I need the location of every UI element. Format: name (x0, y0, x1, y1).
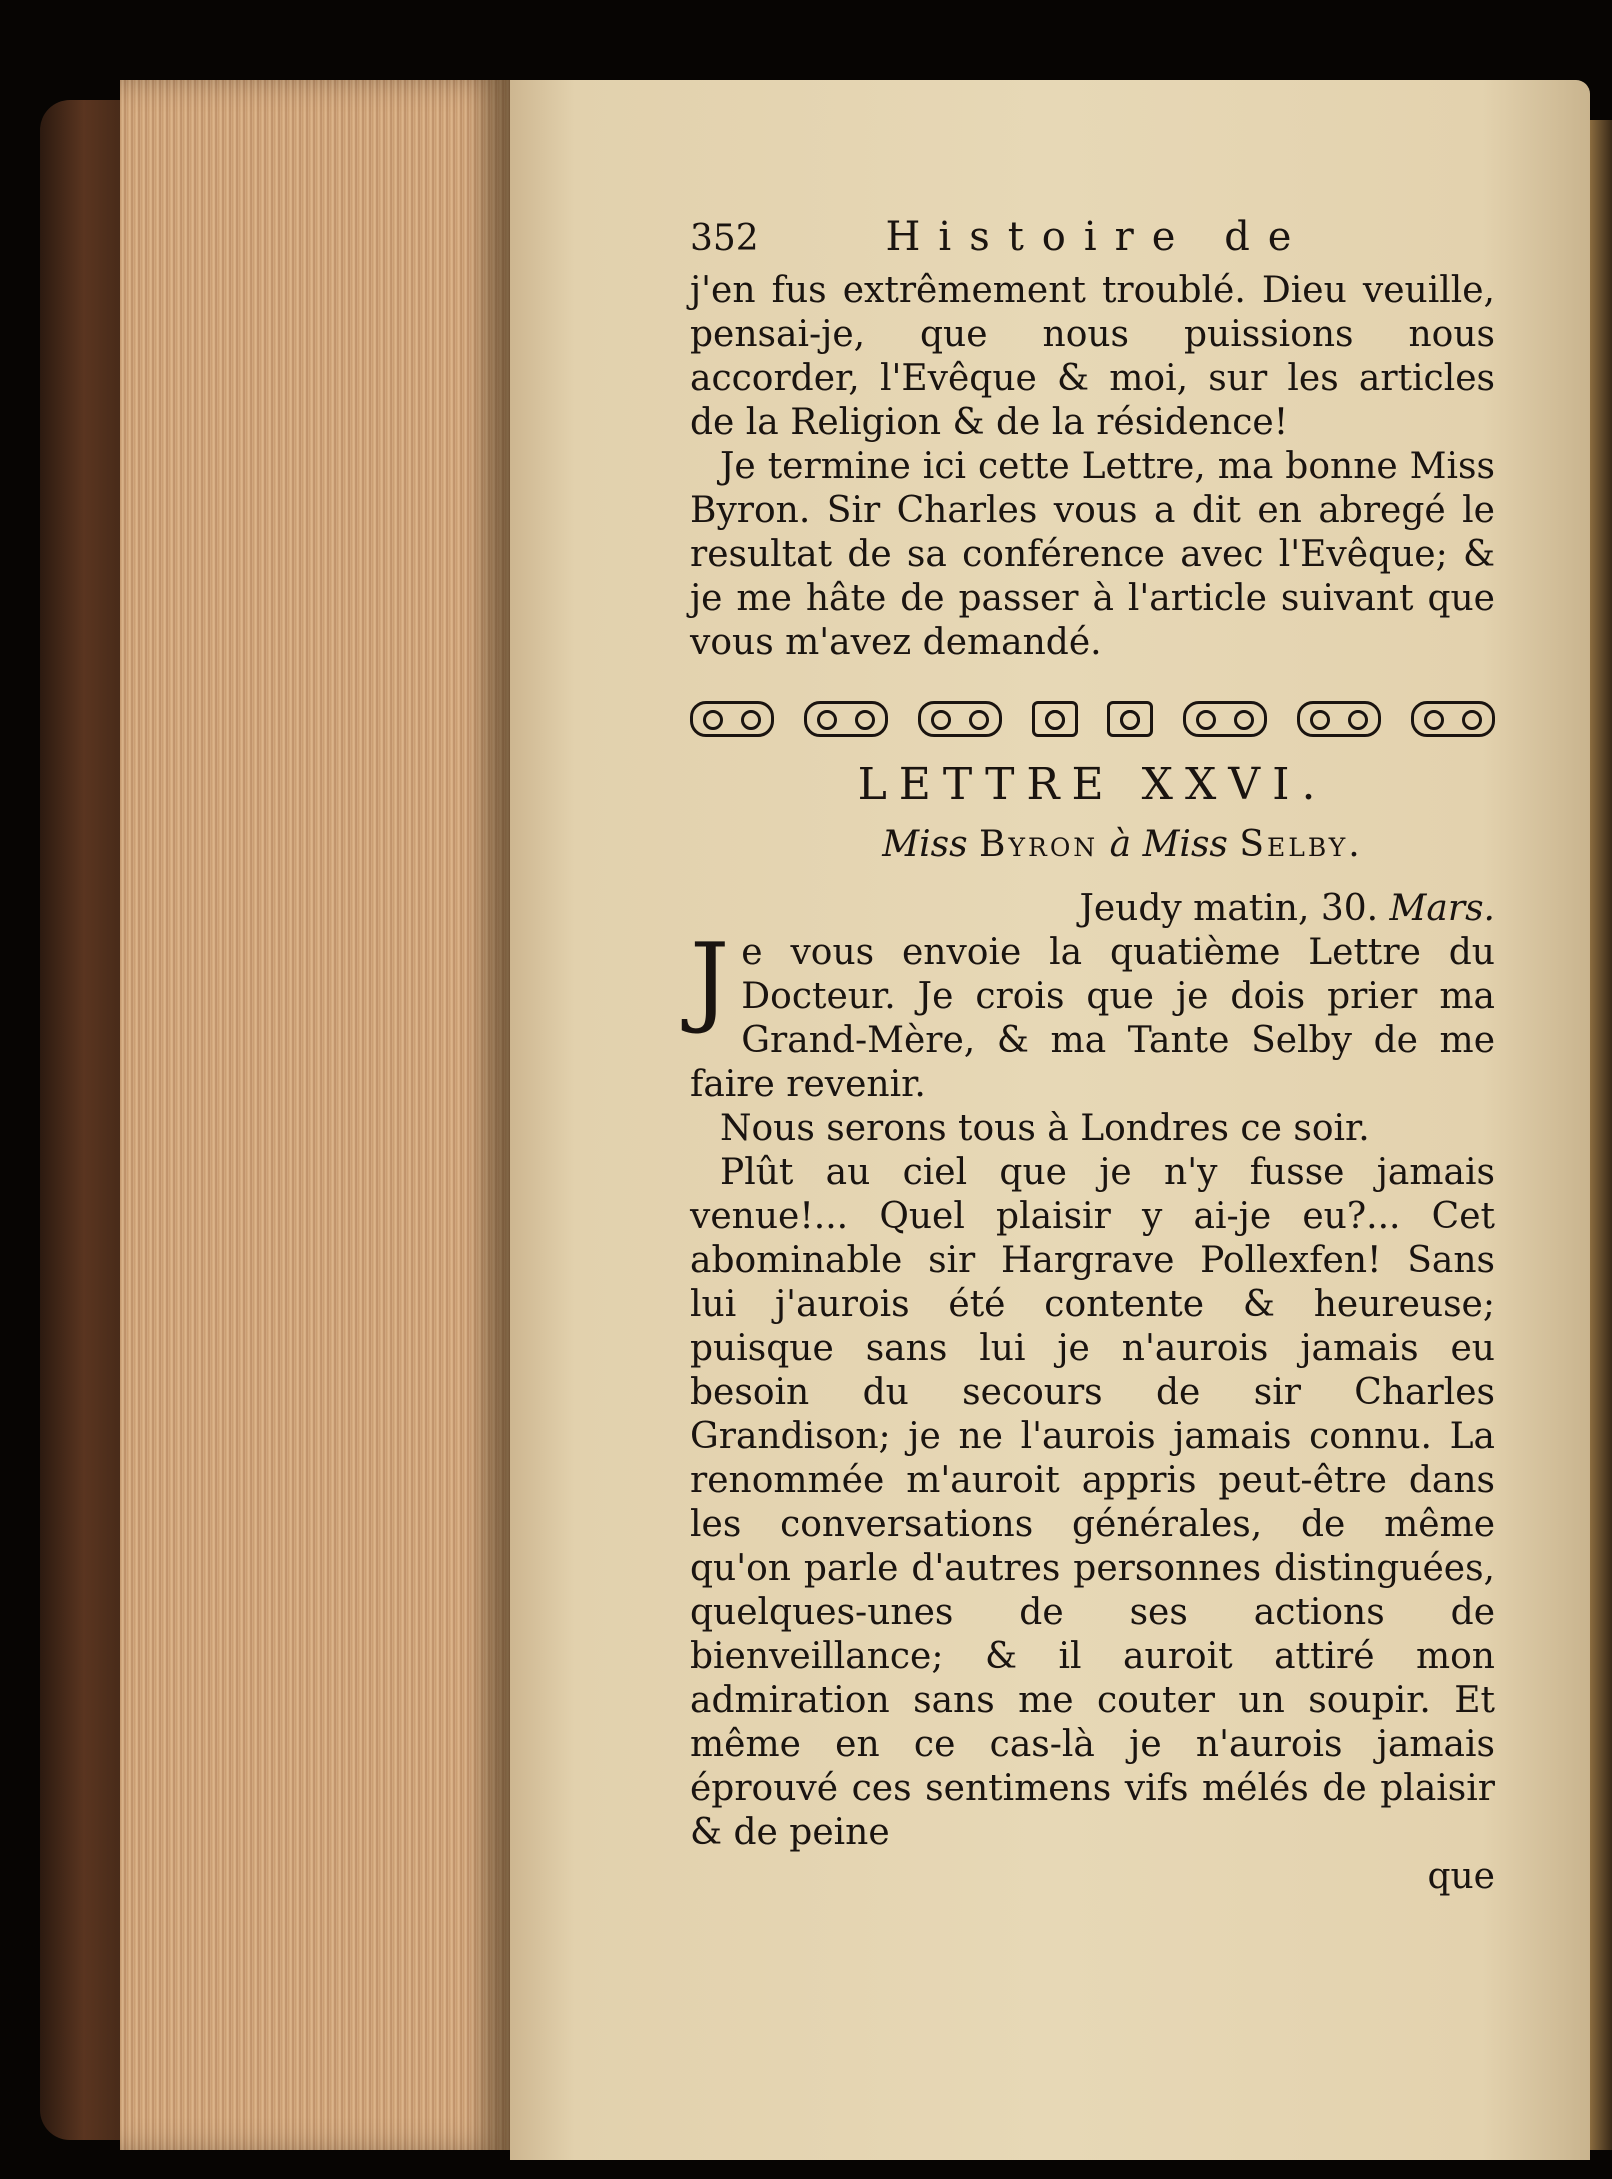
drop-cap: J (690, 923, 730, 1037)
catchword: que (1427, 1856, 1495, 1897)
paragraph: Plût au ciel que je n'y fusse jamais venue!... Quel plaisir y ai-je eu?... Cet abominable sir Hargrave Pollexfen! Sans lui j'aurois été contente & heureuse; puisque sans lui je n'aurois jamais eu besoin du secours de sir Charles Grandison; je ne l'aurois jamais connu. La renommée m'auroit appris peut-être dans les conversations générales, de même qu'on parle d'autres personnes distinguées, quelques-unes de ses actions de bienveillance; & il auroit attiré mon admiration sans me couter un soupir. Et même en ce cas-là je n'aurois jamais éprouvé ces sentimens vifs mélés de plaisir & de peine (690, 1152, 1495, 1853)
ornament-icon (690, 701, 774, 737)
first-paragraph (690, 923, 1495, 1107)
salutation-sender: Byron (979, 824, 1099, 865)
letter-date (690, 887, 1495, 931)
page-edges (120, 80, 510, 2150)
paragraph: j'en fus extrêmement troublé. Dieu veuille, pensai-je, que nous puissions nous accorder, l'Evêque & moi, sur les articles de la Religion & de la résidence! (690, 270, 1495, 443)
letter-salutation (750, 823, 1495, 867)
ornament-icon (804, 701, 888, 737)
page-text-block (690, 215, 1495, 1899)
salutation-recipient: Selby. (1239, 824, 1363, 865)
paragraph: Nous serons tous à Londres ce soir. (720, 1108, 1370, 1149)
salutation-miss: Miss (882, 824, 968, 865)
running-title: Histoire de (885, 214, 1310, 260)
page-header (690, 215, 1495, 261)
ornament-icon (1297, 701, 1381, 737)
date-month: Mars. (1389, 888, 1495, 929)
salutation-miss: Miss (1142, 824, 1228, 865)
facing-page-edge (1590, 120, 1612, 2150)
ornament-icon (1032, 701, 1078, 737)
paragraph: Je termine ici cette Lettre, ma bonne Miss Byron. Sir Charles vous a dit en abregé le resultat de sa conférence avec l'Evêque; & je me hâte de passer à l'article suivant que vous m'avez demandé. (690, 446, 1495, 663)
date-text: Jeudy matin, 30. (1079, 888, 1379, 929)
ornament-icon (918, 701, 1002, 737)
ornament-icon (1411, 701, 1495, 737)
page-number: 352 (690, 218, 759, 259)
first-paragraph-text: e vous envoie la quatième Lettre du Docteur. Je crois que je dois prier ma Grand-Mère, & ma Tante Selby de me faire revenir. (690, 932, 1495, 1105)
ornament-icon (1183, 701, 1267, 737)
decorative-ornament (690, 699, 1495, 739)
letter-title: LETTRE XXVI. (857, 759, 1328, 810)
ornament-icon (1107, 701, 1153, 737)
salutation-to: à (1109, 824, 1132, 865)
